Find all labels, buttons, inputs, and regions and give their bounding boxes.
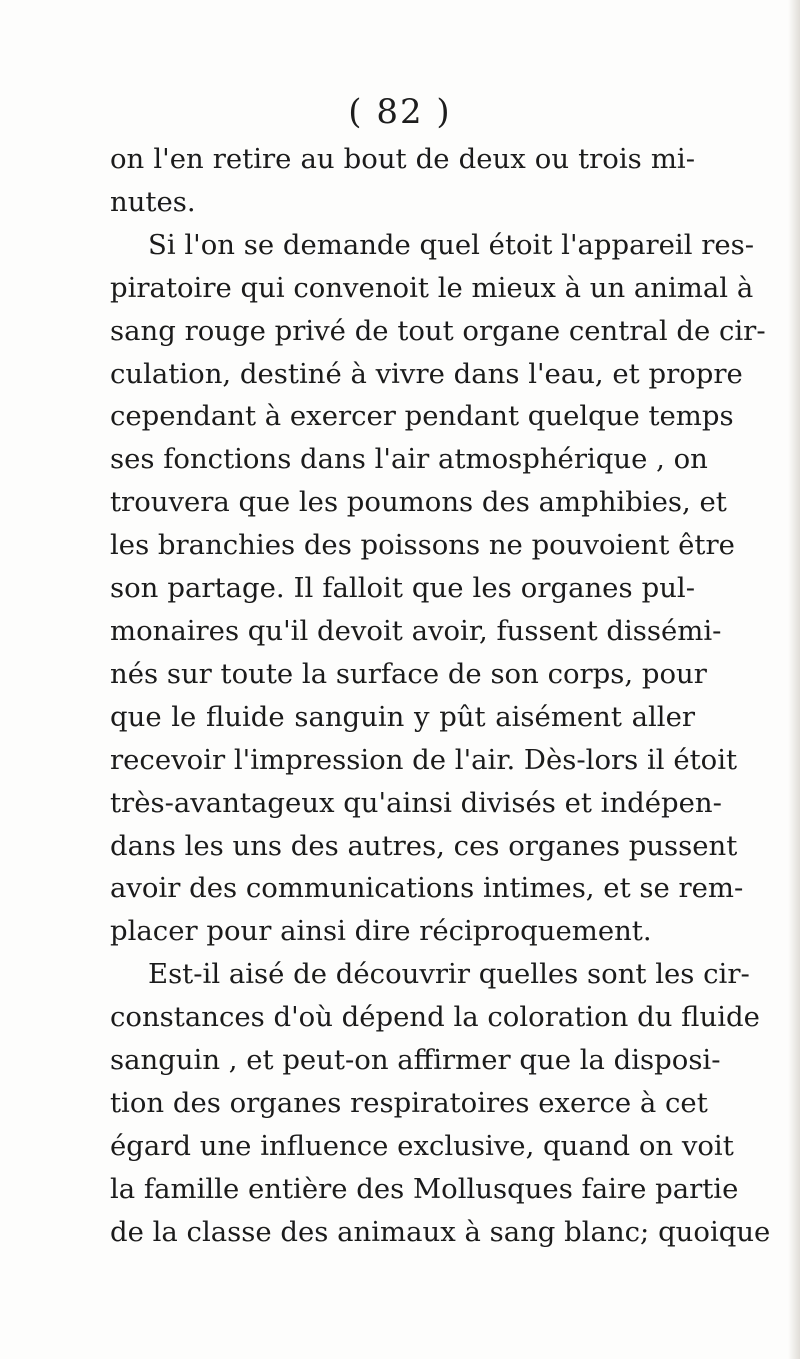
text-line: culation, destiné à vivre dans l'eau, et propre: [110, 357, 743, 390]
text-line: constances d'où dépend la coloration du fluide: [110, 1001, 760, 1034]
text-line: Si l'on se demande quel étoit l'appareil res-: [148, 228, 755, 261]
text-line: la famille entière des Mollusques faire partie: [110, 1172, 739, 1205]
text-line: dans les uns des autres, ces organes pussent: [110, 829, 738, 862]
text-line: nutes.: [110, 185, 196, 218]
body-text: [110, 138, 771, 1254]
text-line: recevoir l'impression de l'air. Dès-lors il étoit: [110, 743, 738, 776]
text-line: son partage. Il falloit que les organes pul-: [110, 572, 695, 605]
text-line: tion des organes respiratoires exerce à cet: [110, 1086, 708, 1119]
text-line: monaires qu'il devoit avoir, fussent dissémi-: [110, 614, 722, 647]
text-line: Est-il aisé de découvrir quelles sont les cir-: [148, 958, 750, 991]
text-line: de la classe des animaux à sang blanc; quoique: [110, 1215, 771, 1248]
text-line: ses fonctions dans l'air atmosphérique , on: [110, 443, 708, 476]
text-line: très-avantageux qu'ainsi divisés et indépen-: [110, 786, 722, 819]
text-line: nés sur toute la surface de son corps, pour: [110, 657, 707, 690]
text-line: trouvera que les poumons des amphibies, et: [110, 486, 727, 519]
text-line: on l'en retire au bout de deux ou trois mi-: [110, 143, 695, 175]
text-line: les branchies des poissons ne pouvoient être: [110, 529, 735, 562]
text-line: placer pour ainsi dire réciproquement.: [110, 915, 652, 948]
text-line: sanguin , et peut-on affirmer que la disposi-: [110, 1044, 721, 1077]
text-line: cependant à exercer pendant quelque temps: [110, 400, 734, 433]
page-number: ( 82 ): [348, 92, 452, 132]
text-line: égard une influence exclusive, quand on voit: [110, 1129, 734, 1162]
text-line: avoir des communications intimes, et se rem-: [110, 872, 744, 905]
text-line: que le fluide sanguin y pût aisément aller: [110, 700, 695, 733]
text-line: piratoire qui convenoit le mieux à un animal à: [110, 271, 754, 304]
text-line: sang rouge privé de tout organe central de cir-: [110, 314, 766, 347]
page-edge-shadow: [788, 0, 800, 1359]
